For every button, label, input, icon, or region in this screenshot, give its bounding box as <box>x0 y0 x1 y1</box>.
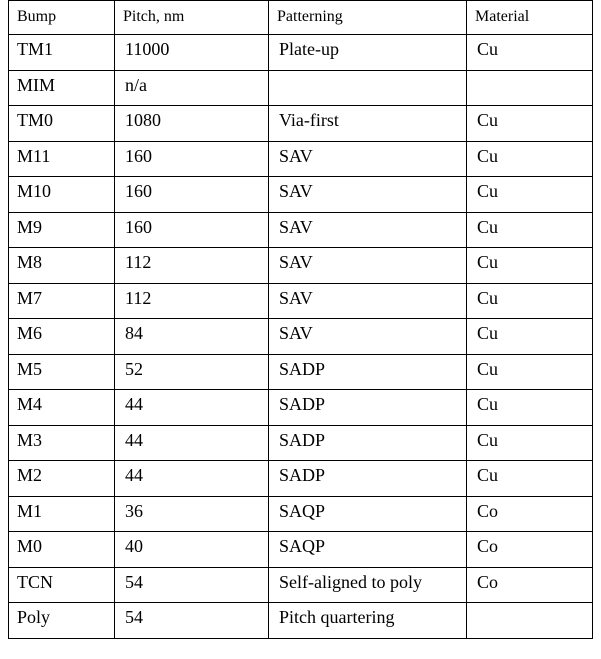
table-row <box>9 319 593 355</box>
patterning-cell: Pitch quartering <box>269 603 467 639</box>
layer-name-cell: MIM <box>9 70 115 106</box>
material-cell: Co <box>467 496 593 532</box>
pitch-cell: 44 <box>115 425 269 461</box>
layer-name-cell: M6 <box>9 319 115 355</box>
table-row <box>9 70 593 106</box>
layer-name-cell: M7 <box>9 283 115 319</box>
table-row <box>9 461 593 497</box>
material-cell <box>467 70 593 106</box>
table-header-row <box>9 1 593 35</box>
pitch-cell: n/a <box>115 70 269 106</box>
layer-name-cell: M0 <box>9 532 115 568</box>
table-body <box>9 35 593 639</box>
table-row <box>9 141 593 177</box>
patterning-cell: Plate-up <box>269 35 467 71</box>
pitch-cell: 160 <box>115 177 269 213</box>
table-row <box>9 248 593 284</box>
material-cell: Cu <box>467 283 593 319</box>
pitch-cell: 52 <box>115 354 269 390</box>
layer-name-cell: M5 <box>9 354 115 390</box>
table-row <box>9 425 593 461</box>
pitch-cell: 1080 <box>115 106 269 142</box>
material-cell: Cu <box>467 390 593 426</box>
patterning-cell: SADP <box>269 354 467 390</box>
patterning-cell: SAV <box>269 177 467 213</box>
layer-name-cell: TCN <box>9 567 115 603</box>
layer-name-cell: TM0 <box>9 106 115 142</box>
layer-name-cell: M11 <box>9 141 115 177</box>
table-row <box>9 106 593 142</box>
patterning-cell: Self-aligned to poly <box>269 567 467 603</box>
layer-name-cell: Poly <box>9 603 115 639</box>
layer-name-cell: M9 <box>9 212 115 248</box>
header-pitch: Pitch, nm <box>115 1 269 35</box>
material-cell: Cu <box>467 354 593 390</box>
patterning-cell: SAQP <box>269 532 467 568</box>
material-cell: Cu <box>467 141 593 177</box>
header-bump: Bump <box>9 1 115 35</box>
pitch-cell: 160 <box>115 141 269 177</box>
material-cell: Cu <box>467 177 593 213</box>
patterning-cell: Via-first <box>269 106 467 142</box>
table-row <box>9 496 593 532</box>
layer-name-cell: M4 <box>9 390 115 426</box>
table-row <box>9 532 593 568</box>
layer-name-cell: M3 <box>9 425 115 461</box>
pitch-cell: 36 <box>115 496 269 532</box>
table-row <box>9 283 593 319</box>
pitch-cell: 54 <box>115 603 269 639</box>
pitch-cell: 44 <box>115 461 269 497</box>
patterning-cell: SAQP <box>269 496 467 532</box>
material-cell: Cu <box>467 106 593 142</box>
patterning-cell: SAV <box>269 283 467 319</box>
pitch-cell: 54 <box>115 567 269 603</box>
patterning-cell: SAV <box>269 212 467 248</box>
pitch-cell: 160 <box>115 212 269 248</box>
material-cell: Cu <box>467 248 593 284</box>
pitch-cell: 84 <box>115 319 269 355</box>
layer-name-cell: M10 <box>9 177 115 213</box>
material-cell <box>467 603 593 639</box>
material-cell: Cu <box>467 212 593 248</box>
material-cell: Cu <box>467 461 593 497</box>
table-row <box>9 177 593 213</box>
table-row <box>9 603 593 639</box>
material-cell: Co <box>467 567 593 603</box>
pitch-cell: 40 <box>115 532 269 568</box>
table-row <box>9 567 593 603</box>
table-row <box>9 354 593 390</box>
patterning-cell: SAV <box>269 319 467 355</box>
patterning-cell: SAV <box>269 248 467 284</box>
pitch-cell: 112 <box>115 283 269 319</box>
patterning-cell: SADP <box>269 425 467 461</box>
layer-name-cell: M1 <box>9 496 115 532</box>
table-row <box>9 212 593 248</box>
interconnect-stack-table <box>8 0 593 639</box>
patterning-cell: SAV <box>269 141 467 177</box>
pitch-cell: 112 <box>115 248 269 284</box>
material-cell: Co <box>467 532 593 568</box>
material-cell: Cu <box>467 319 593 355</box>
pitch-cell: 44 <box>115 390 269 426</box>
material-cell: Cu <box>467 35 593 71</box>
layer-name-cell: M2 <box>9 461 115 497</box>
layer-name-cell: TM1 <box>9 35 115 71</box>
material-cell: Cu <box>467 425 593 461</box>
header-patterning: Patterning <box>269 1 467 35</box>
patterning-cell <box>269 70 467 106</box>
patterning-cell: SADP <box>269 390 467 426</box>
header-material: Material <box>467 1 593 35</box>
table-row <box>9 390 593 426</box>
pitch-cell: 11000 <box>115 35 269 71</box>
patterning-cell: SADP <box>269 461 467 497</box>
layer-name-cell: M8 <box>9 248 115 284</box>
table-row <box>9 35 593 71</box>
